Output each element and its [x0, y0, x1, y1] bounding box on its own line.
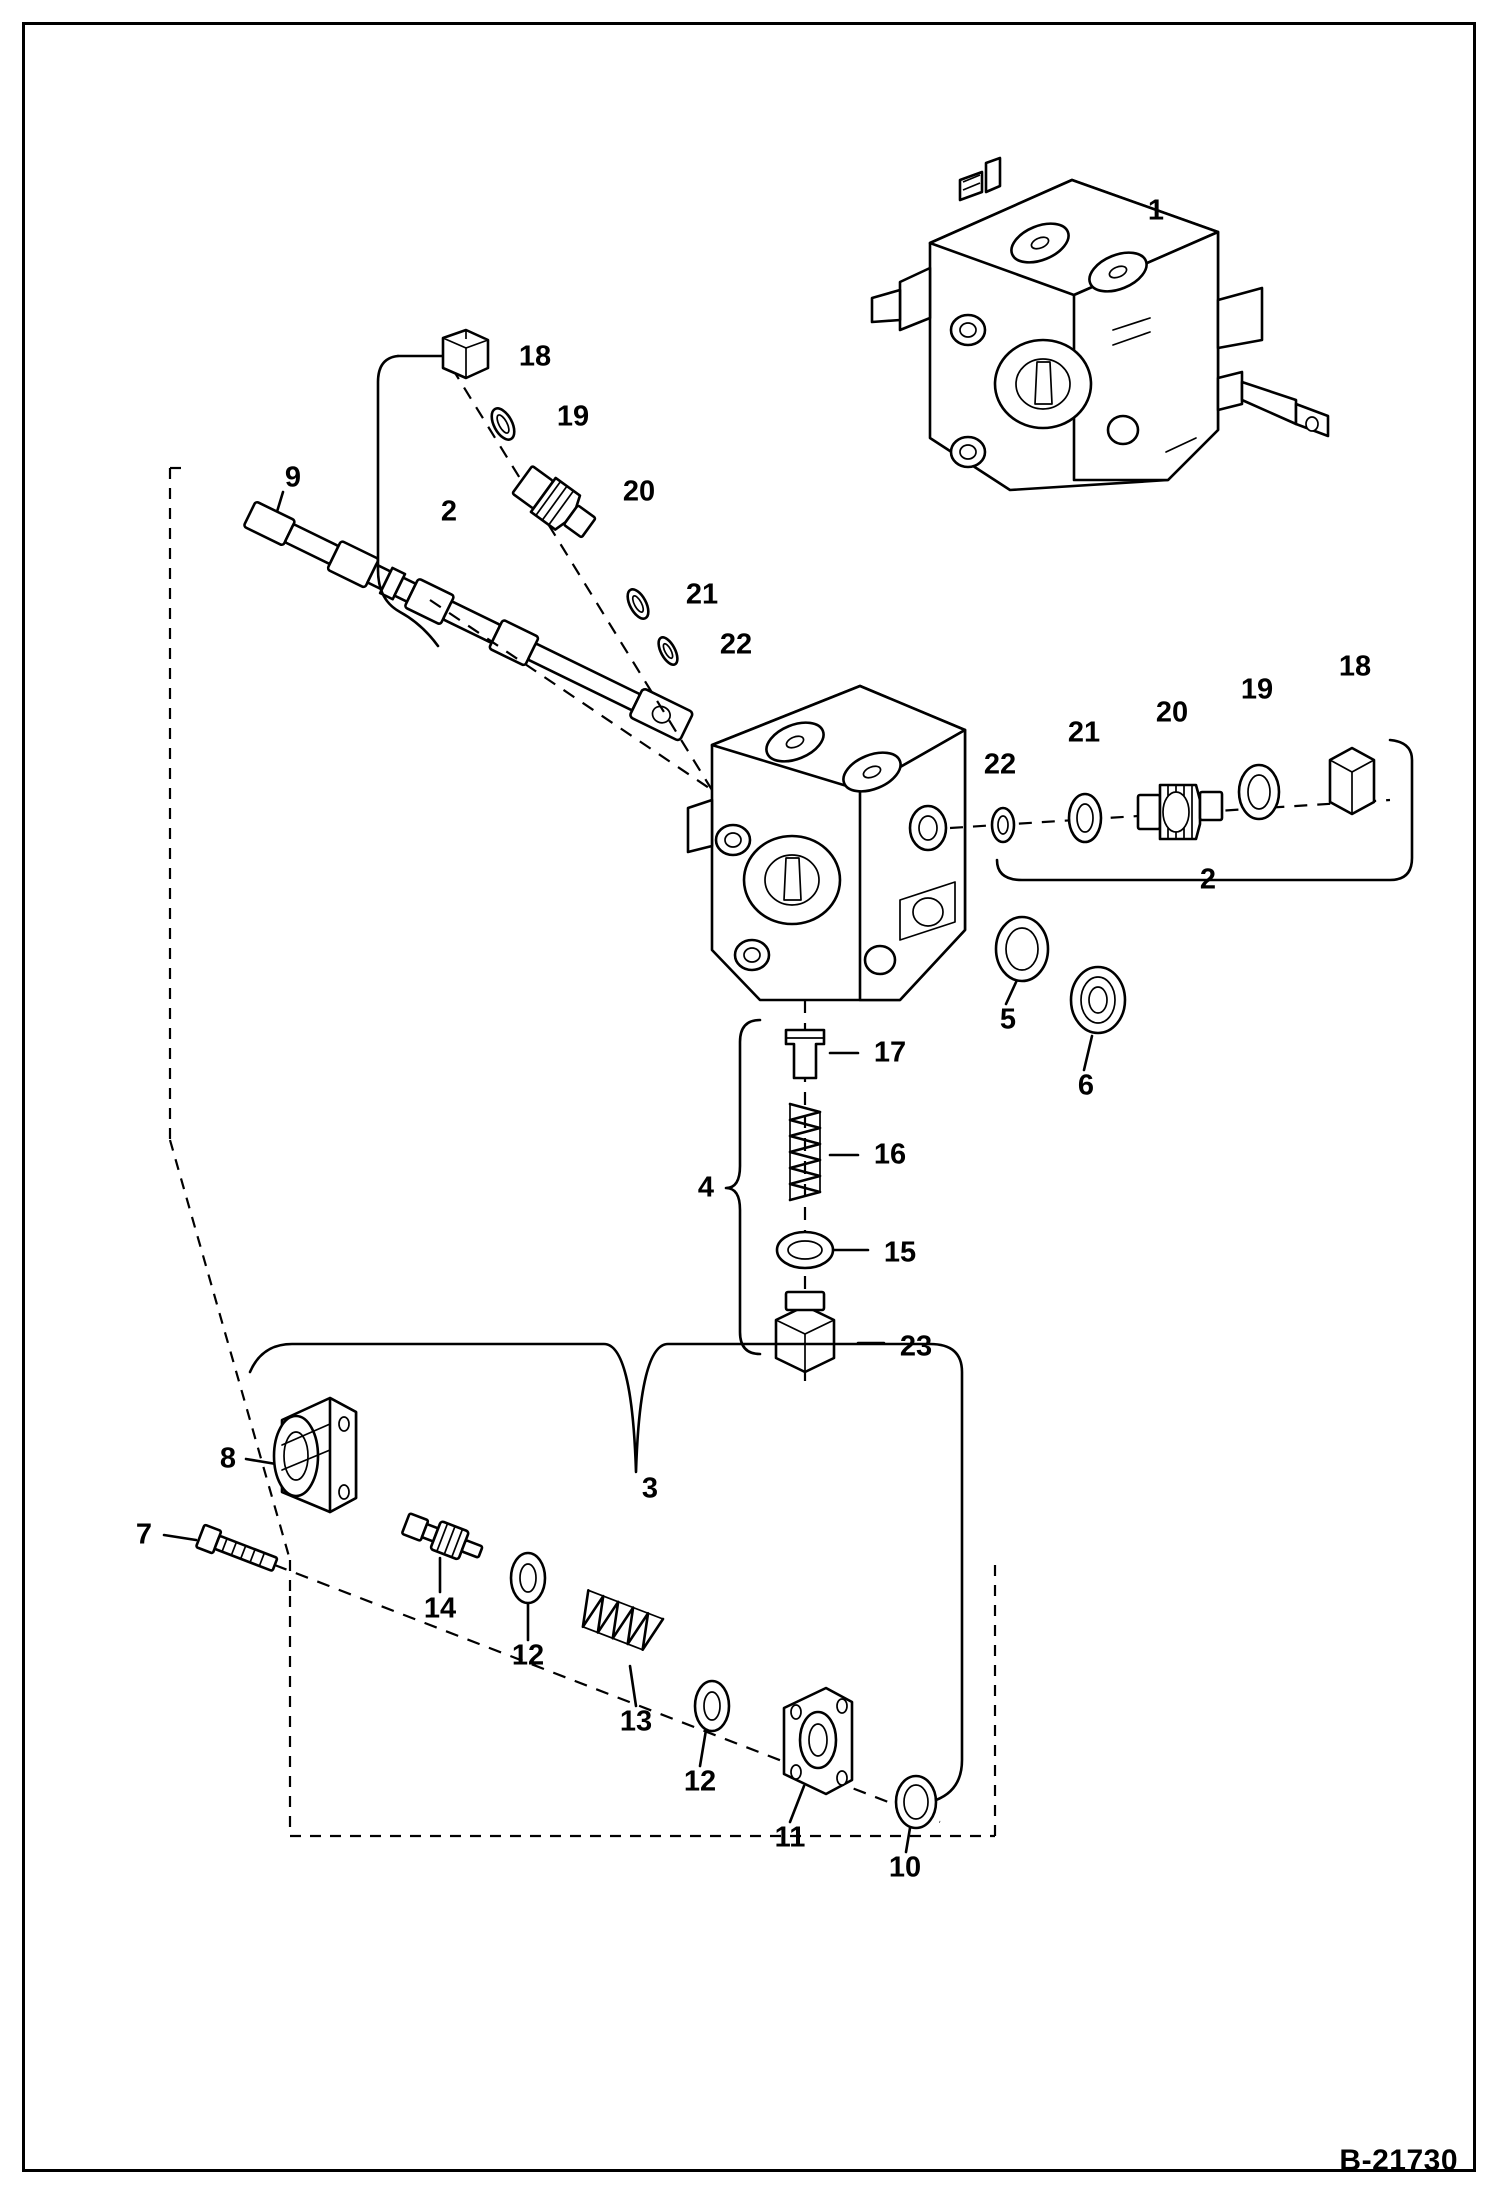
callout-16: 16: [873, 1138, 907, 1171]
spool-shaft-9: [243, 492, 694, 741]
callout-2-right: 2: [1199, 863, 1217, 896]
callout-14: 14: [423, 1592, 457, 1625]
callout-18-upper: 18: [518, 340, 552, 373]
flange-11: [784, 1688, 852, 1794]
callout-4: 4: [697, 1171, 715, 1204]
callout-7: 7: [135, 1518, 153, 1551]
callout-1: 1: [1147, 194, 1165, 227]
callout-19-right: 19: [1240, 673, 1274, 706]
center-valve-body: [688, 686, 965, 1000]
callout-13: 13: [619, 1705, 653, 1738]
callout-21-upper: 21: [685, 578, 719, 611]
relief-valve-group-right: [950, 740, 1412, 880]
callout-12-upper: 12: [511, 1639, 545, 1672]
callout-22-upper: 22: [719, 628, 753, 661]
callout-6: 6: [1077, 1069, 1095, 1102]
cartridge-20: [1138, 785, 1222, 839]
callout-8: 8: [219, 1442, 237, 1475]
callout-11: 11: [774, 1821, 806, 1854]
callout-21-right: 21: [1067, 716, 1101, 749]
callout-17: 17: [873, 1036, 907, 1069]
callout-3: 3: [641, 1472, 659, 1505]
callout-10: 10: [888, 1851, 922, 1884]
spring-13: [575, 1590, 663, 1652]
callout-20-right: 20: [1155, 696, 1189, 729]
callout-20-upper: 20: [622, 475, 656, 508]
assembled-valve-body: [872, 158, 1328, 490]
callout-23: 23: [899, 1330, 933, 1363]
callout-12-lower: 12: [683, 1765, 717, 1798]
cylinder-group-3: [164, 1344, 962, 1852]
port-cap-8: [274, 1398, 356, 1512]
callout-22-right: 22: [983, 748, 1017, 781]
callout-18-right: 18: [1338, 650, 1372, 683]
callout-19-upper: 19: [556, 400, 590, 433]
seal-group-5-6: [996, 917, 1125, 1070]
callout-2-upper: 2: [440, 495, 458, 528]
callout-5: 5: [999, 1003, 1017, 1036]
figure-code: B-21730: [1339, 2144, 1458, 2177]
check-valve-group-4: [726, 1000, 884, 1390]
callout-15: 15: [883, 1236, 917, 1269]
callout-9: 9: [284, 461, 302, 494]
